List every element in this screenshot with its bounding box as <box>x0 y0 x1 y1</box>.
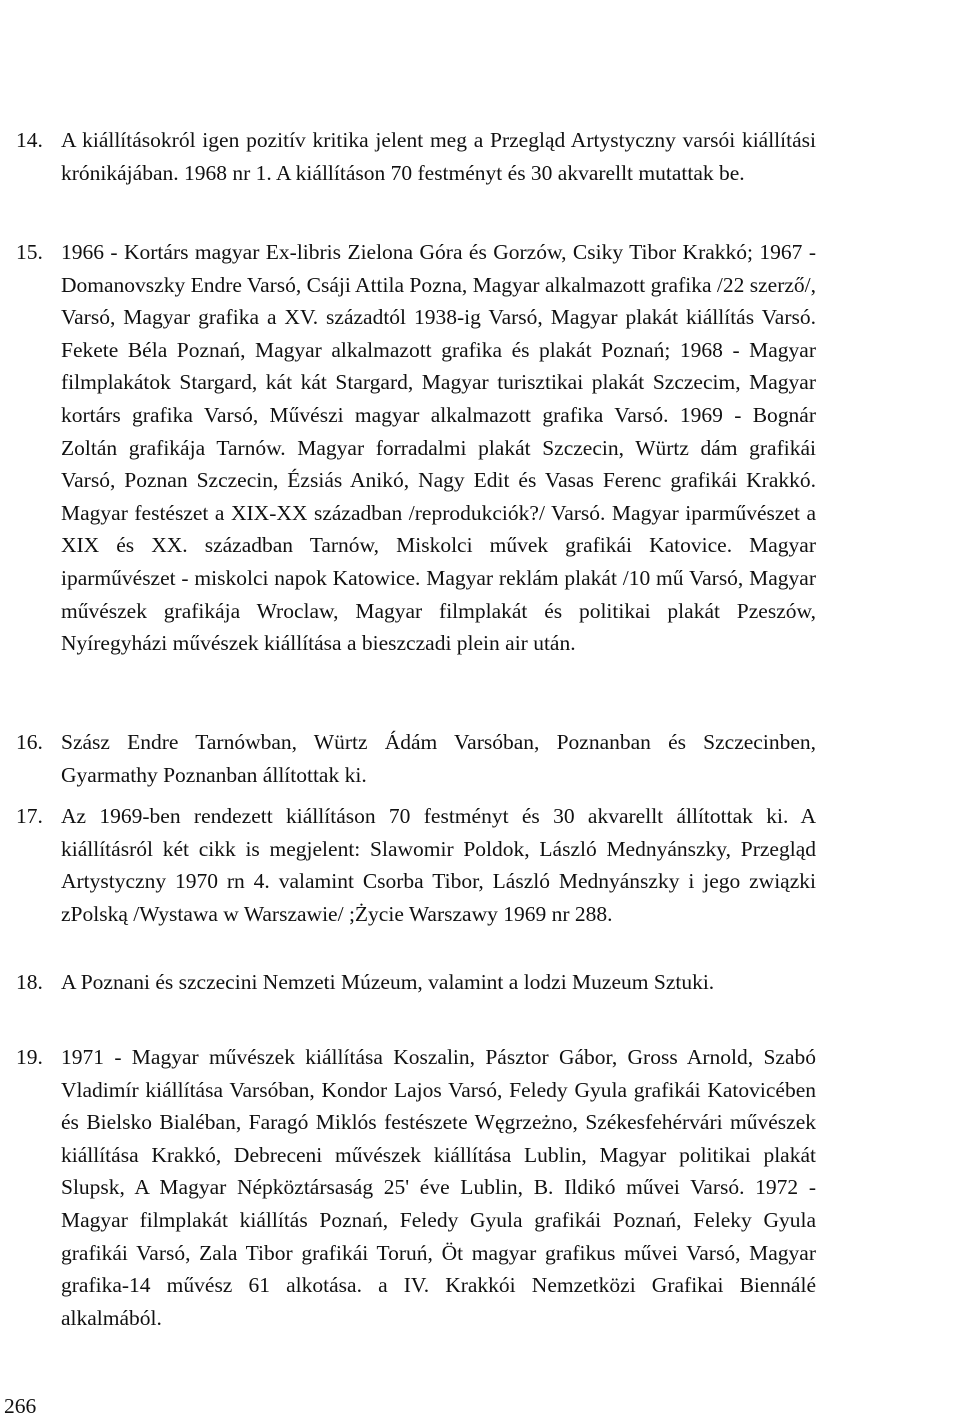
footnote-number: 19. <box>16 1045 43 1069</box>
footnote-text: 1966 - Kortárs magyar Ex-libris Zielona Góra és Gorzów, Csiky Tibor Krakkó; 1967 - Domanovszky Endre Varsó, Csáji Attila Pozna, Magyar alkalmazott grafika /22 szerző/, Varsó, Magyar grafika a XV. századtól 1938-ig Varsó, Magyar plakát kiállítás Varsó. Fekete Béla Poznań, Magyar alkalmazott grafika és plakát Poznań; 1968 - Magyar filmplakátok Stargard, kát kát Stargard, Magyar turisztikai plakát Szczecim, Magyar kortárs grafika Varsó, Művészi magyar alkalmazott grafika Varsó. 1969 - Bognár Zoltán grafikája Tarnów. Magyar forradalmi plakát Szczecin, Würtz dám grafikái Varsó, Poznan Szczecin, Ézsiás Anikó, Nagy Edit és Vasas Ferenc grafikái Krakkó. Magyar festészet a XIX-XX században /reprodukciók?/ Varsó. Magyar iparművészet a XIX és XX. században Tarnów, Miskolci művek grafikái Katovice. Magyar iparművészet - miskolci napok Katowice. Magyar reklám plakát /10 mű Varsó, Magyar művészek grafikája Wroclaw, Magyar filmplakát és politikai plakát Pzeszów, Nyíregyházi művészek kiállítása a bieszczadi plein air után. <box>61 240 816 656</box>
footnote-number: 15. <box>16 240 43 264</box>
page-number: 266 <box>4 1394 37 1418</box>
footnote-18 <box>16 966 816 999</box>
footnote-number: 17. <box>16 804 43 828</box>
footnote-number: 14. <box>16 128 43 152</box>
footnote-15 <box>16 236 816 660</box>
footnote-number: 18. <box>16 970 43 994</box>
footnote-text: Szász Endre Tarnówban, Würtz Ádám Varsóban, Poznanban és Szczecinben, Gyarmathy Poznanban állítottak ki. <box>61 730 816 787</box>
footnote-16 <box>16 726 816 791</box>
footnote-14 <box>16 124 816 189</box>
footnote-text: 1971 - Magyar művészek kiállítása Koszalin, Pásztor Gábor, Gross Arnold, Szabó Vladimír kiállítása Varsóban, Kondor Lajos Varsó, Feledy Gyula grafikái Katovicében és Bielsko Bialéban, Faragó Miklós festészete Węgrzeżno, Székesfehérvári művészek kiállítása Krakkó, Debreceni művészek kiállítása Lublin, Magyar politikai plakát Slupsk, A Magyar Népköztársaság 25' éve Lublin, B. Ildikó művei Varsó. 1972 - Magyar filmplakát kiállítás Poznań, Feledy Gyula grafikái Poznań, Feleky Gyula grafikái Varsó, Zala Tibor grafikái Toruń, Öt magyar grafikus művei Varsó, Magyar grafika-14 művész 61 alkotása. a IV. Krakkói Nemzetközi Grafikai Biennálé alkalmából. <box>61 1045 816 1330</box>
footnote-number: 16. <box>16 730 43 754</box>
footnote-text: A kiállításokról igen pozitív kritika jelent meg a Przegląd Artystyczny varsói kiállítási krónikájában. 1968 nr 1. A kiállításon 70 festményt és 30 akvarellt mutattak be. <box>61 128 816 185</box>
footnote-17 <box>16 800 816 930</box>
footnote-text: Az 1969-ben rendezett kiállításon 70 festményt és 30 akvarellt állítottak ki. A kiállításról két cikk is megjelent: Slawomir Poldok, László Mednyánszky, Przegląd Artystyczny 1970 rn 4. valamint Csorba Tibor, László Mednyánszky i jego związki zPolską /Wystawa w Warszawie/ ;Życie Warszawy 1969 nr 288. <box>61 804 816 926</box>
footnote-text: A Poznani és szczecini Nemzeti Múzeum, valamint a lodzi Muzeum Sztuki. <box>61 970 715 994</box>
footnote-19 <box>16 1041 816 1334</box>
